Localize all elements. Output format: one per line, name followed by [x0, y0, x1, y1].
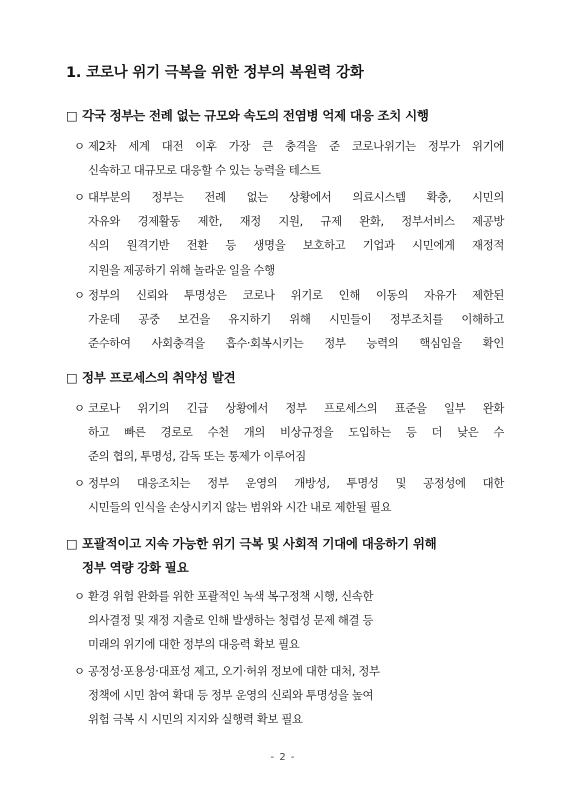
circle-bullet-icon: ㅇ: [74, 476, 85, 490]
circle-bullet-icon: ㅇ: [74, 190, 85, 204]
bullet-line: 가운데 공중 보건을 유지하기 위해 시민들이 정부조치를 이해하고: [88, 312, 504, 327]
bullet-line: 미래의 위기에 대한 정부의 대응력 확보 필요: [88, 637, 300, 652]
bullet-line: 코로나 위기의 긴급 상황에서 정부 프로세스의 표준을 일부 완화: [88, 401, 504, 415]
section-heading-text: 포괄적이고 지속 가능한 위기 극복 및 사회적 기대에 대응하기 위해: [82, 536, 437, 551]
bullet-line: 정부의 신뢰와 투명성은 코로나 위기로 인해 이동의 자유가 제한된: [88, 288, 504, 302]
bullet-item: [74, 659, 504, 732]
bullet-line: 위험 극복 시 시민의 지지와 실행력 확보 필요: [88, 712, 303, 727]
bullet-line: 준수하여 사회충격을 흡수·회복시키는 정부 능력의 핵심임을 확인: [88, 336, 504, 351]
bullet-item: [74, 584, 504, 657]
bullet-line: 자유와 경제활동 제한, 재정 지원, 규제 완화, 정부서비스 제공방: [88, 214, 504, 229]
section-heading-1: [66, 104, 536, 128]
checkbox-square-icon: □: [66, 108, 78, 123]
bullet-line: 제2차 세계 대전 이후 가장 큰 충격을 준 코로나위기는 정부가 위기에: [88, 139, 504, 153]
bullet-item: [74, 185, 504, 282]
bullet-item: [74, 283, 504, 356]
bullet-item: [74, 134, 504, 182]
bullet-line: 환경 위험 완화를 위한 포괄적인 녹색 복구정책 시행, 신속한: [88, 589, 374, 603]
bullet-line: 신속하고 대규모로 대응할 수 있는 능력을 테스트: [88, 163, 321, 178]
bullet-line: 지원을 제공하기 위해 놀라운 일을 수행: [88, 262, 275, 277]
checkbox-square-icon: □: [66, 370, 78, 385]
bullet-line: 정책에 시민 참여 확대 등 정부 운영의 신뢰와 투명성을 높여: [88, 688, 374, 703]
bullet-line: 시민들의 인식을 손상시키지 않는 범위와 시간 내로 제한될 필요: [88, 500, 392, 515]
bullet-line: 의사결정 및 재정 지출로 인해 발생하는 청렴성 문제 해결 등: [88, 613, 374, 628]
circle-bullet-icon: ㅇ: [74, 664, 85, 678]
section-heading-text: 각국 정부는 전례 없는 규모와 속도의 전염병 억제 대응 조치 시행: [82, 108, 429, 123]
section-heading-text: 정부 프로세스의 취약성 발견: [82, 370, 236, 385]
bullet-line: 식의 원격기반 전환 등 생명을 보호하고 기업과 시민에게 재정적: [88, 238, 504, 253]
bullet-item: [74, 396, 504, 469]
circle-bullet-icon: ㅇ: [74, 401, 85, 415]
page-number: - 2 -: [270, 752, 296, 763]
bullet-line: 대부분의 정부는 전례 없는 상황에서 의료시스템 확충, 시민의: [88, 190, 504, 204]
bullet-line: 공정성·포용성·대표성 제고, 오기·허위 정보에 대한 대처, 정부: [88, 664, 380, 678]
bullet-line: 하고 빠른 경로로 수천 개의 비상규정을 도입하는 등 더 낮은 수: [88, 425, 504, 440]
section-heading-3: [66, 532, 536, 580]
circle-bullet-icon: ㅇ: [74, 589, 85, 603]
circle-bullet-icon: ㅇ: [74, 288, 85, 302]
checkbox-square-icon: □: [66, 536, 78, 551]
bullet-line: 정부의 대응조치는 정부 운영의 개방성, 투명성 및 공정성에 대한: [88, 476, 504, 490]
section-heading-text: 정부 역량 강화 필요: [82, 560, 189, 575]
page-title: 1. 코로나 위기 극복을 위한 정부의 복원력 강화: [66, 65, 364, 81]
bullet-item: [74, 471, 504, 519]
circle-bullet-icon: ㅇ: [74, 139, 85, 153]
section-heading-2: [66, 366, 536, 390]
bullet-line: 준의 협의, 투명성, 감독 또는 통제가 이루어짐: [88, 449, 306, 464]
